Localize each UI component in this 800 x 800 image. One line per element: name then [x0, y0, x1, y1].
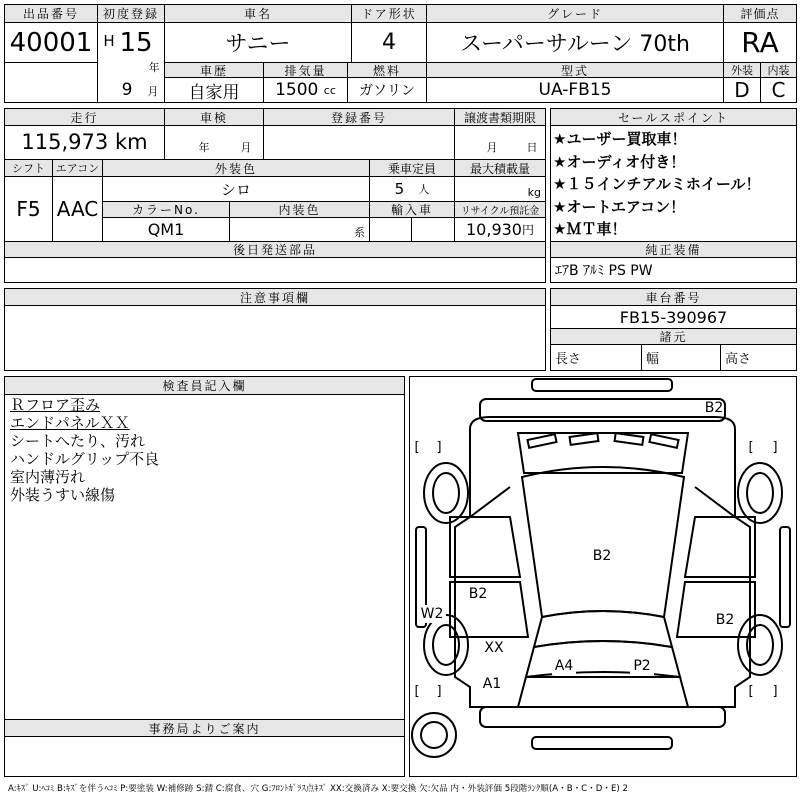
car-name: サニー: [225, 31, 291, 57]
exterior-grade: D: [734, 78, 750, 102]
recycle-fee: [455, 218, 545, 241]
lot-label: 出品番号: [5, 5, 97, 22]
door-label: ドア形状: [352, 5, 426, 22]
fuel: ガソリン: [359, 83, 415, 99]
reg-year: 15: [119, 28, 153, 58]
bracket-mark: [: [414, 683, 420, 699]
recycle-fee-unit: 円: [521, 223, 534, 237]
damage-mark: B2: [704, 400, 724, 416]
registration-label: 初度登録: [98, 5, 164, 22]
import-label: 輸入車: [370, 202, 454, 217]
displacement-value: 1500: [275, 80, 319, 100]
displacement-label: 排気量: [264, 63, 347, 77]
equipment-label: 純正装備: [551, 242, 796, 257]
grade: スーパーサルーン 70th: [460, 31, 690, 57]
transfer-day-unit: 日: [526, 141, 538, 154]
capacity-label: 乗車定員: [370, 160, 454, 176]
mileage-label: 走行: [5, 109, 164, 125]
grade-label: グレード: [427, 5, 723, 22]
history-label: 車歴: [165, 63, 263, 77]
lot-number: 40001: [9, 28, 93, 58]
displacement: [264, 78, 347, 102]
shift-label: シフト: [5, 160, 52, 176]
interior-grade-label: 内装: [761, 63, 796, 77]
ac-label: エアコン: [53, 160, 102, 176]
model-label: 型式: [427, 63, 723, 77]
mileage: [5, 126, 164, 157]
score: RA: [741, 25, 779, 59]
inspector-note: 外装うすい線傷: [10, 486, 116, 504]
sales-points-list: [553, 128, 796, 241]
inspector-note: Ｒフロア歪み: [10, 396, 101, 414]
body-color: シロ: [220, 180, 251, 199]
plate-label: 登録番号: [264, 109, 454, 125]
damage-mark: W2: [418, 605, 446, 623]
inspector-note: シートへたり、汚れ: [10, 432, 146, 450]
door-count: 4: [382, 29, 396, 55]
sales-point: ★オーディオ付き！: [553, 152, 686, 171]
chassis-label: 車台番号: [551, 289, 796, 305]
color-no-label: カラーNo.: [103, 202, 229, 217]
damage-mark: A4: [552, 657, 576, 675]
interior-color-unit: 系: [354, 226, 365, 239]
chassis-number: FB15-390967: [619, 307, 728, 327]
sales-point: ★１５インチアルミホイール！: [553, 175, 761, 193]
sales-point: ★ユーザー買取車！: [553, 130, 687, 148]
history: 自家用: [188, 82, 240, 103]
sales-point: ★ＭＴ車！: [553, 220, 627, 238]
damage-mark: B2: [592, 548, 612, 564]
bracket-mark: ]: [436, 683, 442, 699]
inspection-month-unit: 月: [240, 141, 252, 154]
shift: F5: [16, 197, 41, 221]
damage-diagram: [409, 376, 797, 777]
bracket-mark: [: [748, 683, 754, 699]
damage-mark: B2: [715, 612, 735, 628]
reg-month: 9: [121, 80, 133, 100]
inspection-label: 車検: [165, 109, 263, 125]
equipment: ｴｱB ｱﾙﾐ PS PW: [555, 263, 653, 279]
model-code: UA-FB15: [538, 80, 612, 100]
bracket-mark: [: [414, 439, 420, 455]
inspector-note: 室内薄汚れ: [10, 468, 86, 486]
score-label: 評価点: [724, 5, 796, 22]
reg-month-unit: 月: [147, 85, 159, 98]
damage-mark: A1: [482, 676, 502, 692]
displacement-unit: cc: [323, 83, 336, 97]
ac-type: AAC: [56, 197, 99, 221]
load-unit: kg: [527, 185, 541, 199]
bracket-mark: ]: [772, 683, 778, 699]
sales-point: ★オートエアコン！: [553, 197, 686, 216]
interior-grade: C: [771, 78, 786, 102]
later-parts-label: 後日発送部品: [5, 242, 545, 257]
damage-mark: B2: [468, 586, 488, 602]
legend: A:ｷｽﾞ U:ﾍｺﾐ B:ｷｽﾞを伴うﾍｺﾐ P:要塗装 W:補修跡 S:錆 C:腐食、穴 G:ﾌﾛﾝﾄｶﾞﾗｽ点ｷｽﾞ XX:交換済み X:要交換 欠:欠品 内・外装評価 5段階ﾗﾝｸ順(A・B・C・D・E) 2: [8, 784, 628, 794]
color-label: 外装色: [103, 160, 369, 176]
color-number: QM1: [147, 220, 185, 239]
inspector-label: 検査員記入欄: [5, 377, 404, 394]
transfer-month-unit: 月: [486, 141, 498, 154]
recycle-fee-value: 10,930: [466, 220, 522, 239]
bracket-mark: ]: [772, 439, 778, 455]
car-name-label: 車名: [165, 5, 351, 22]
inspection-year-unit: 年: [198, 141, 210, 154]
bracket-mark: ]: [436, 439, 442, 455]
damage-mark: P2: [630, 657, 654, 675]
bracket-mark: [: [748, 439, 754, 455]
length-label: 長さ: [555, 351, 582, 367]
capacity-value: 5: [394, 180, 405, 198]
exterior-grade-label: 外装: [724, 63, 760, 77]
width-label: 幅: [646, 351, 660, 367]
fuel-label: 燃料: [348, 63, 426, 77]
interior-color-label: 内装色: [230, 202, 369, 217]
mileage-value: 115,973: [21, 129, 109, 154]
inspector-notes: [10, 396, 400, 504]
recycle-label: リサイクル預託金: [455, 202, 545, 217]
era: H: [103, 32, 115, 50]
dimensions-label: 諸元: [551, 329, 796, 344]
height-label: 高さ: [725, 351, 752, 367]
car-outline: [410, 377, 796, 776]
inspector-note: エンドパネルＸＸ: [10, 414, 130, 432]
caution-label: 注意事項欄: [5, 289, 545, 305]
capacity-unit: 人: [418, 183, 430, 196]
sales-points-label: セールスポイント: [551, 109, 796, 125]
damage-mark: XX: [484, 640, 504, 656]
reg-year-unit: 年: [148, 61, 160, 74]
mileage-unit: km: [114, 129, 148, 154]
capacity: [370, 177, 454, 201]
inspector-note: ハンドルグリップ不良: [10, 450, 160, 468]
office-label: 事務局よりご案内: [5, 720, 404, 736]
load-label: 最大積載量: [455, 160, 545, 176]
transfer-label: 譲渡書類期限: [455, 109, 545, 125]
